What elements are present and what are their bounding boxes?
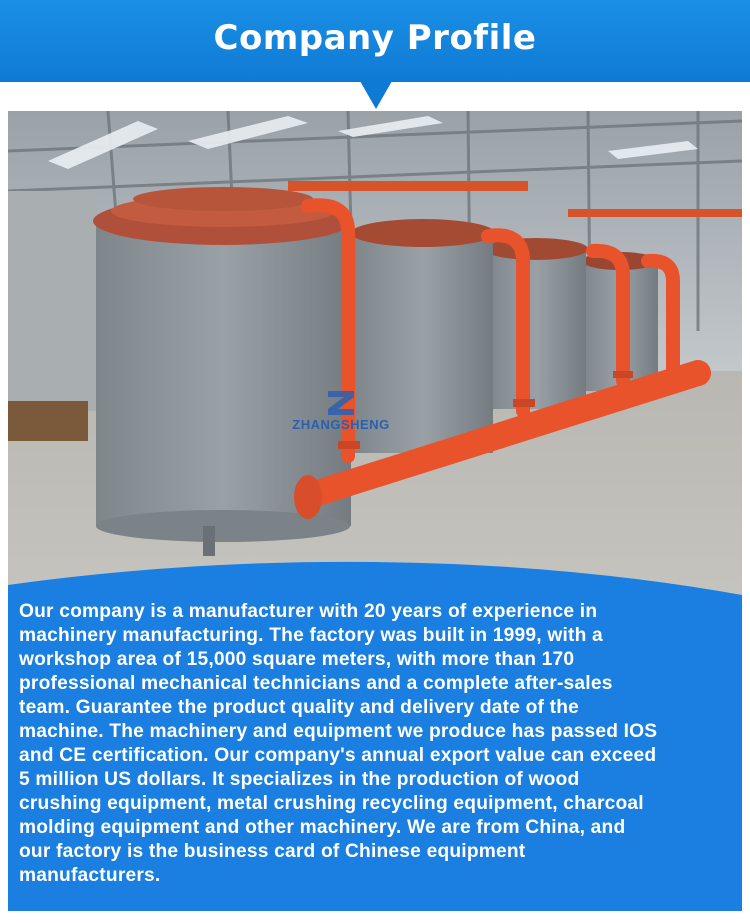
description-line: Our company is a manufacturer with 20 years of experience in: [19, 601, 598, 622]
brand-watermark-text: ZHANGSHENG: [292, 417, 390, 432]
tank-3: [484, 238, 588, 409]
description-line: professional mechanical technicians and a complete after-sales: [19, 673, 613, 694]
brand-logo-icon: [326, 389, 356, 417]
description-line: crushing equipment, metal crushing recycling equipment, charcoal: [19, 793, 644, 814]
description-line: machine. The machinery and equipment we produce has passed IOS: [19, 721, 658, 742]
brand-watermark: [276, 389, 406, 432]
description-line: machinery manufacturing. The factory was built in 1999, with a: [19, 625, 603, 646]
page-title: Company Profile: [213, 18, 537, 58]
description-line: molding equipment and other machinery. We are from China, and: [19, 817, 626, 838]
description-line: manufacturers.: [19, 865, 161, 886]
description-line: workshop area of 15,000 square meters, with more than 170: [19, 649, 575, 670]
description-line: team. Guarantee the product quality and delivery date of the: [19, 697, 580, 718]
description-line: our factory is the business card of Chinese equipment: [19, 841, 526, 862]
company-description: [19, 600, 739, 888]
description-line: and CE certification. Our company's annual export value can exceed: [19, 745, 657, 766]
description-line: 5 million US dollars. It specializes in the production of wood: [19, 769, 580, 790]
header-banner: [0, 0, 750, 82]
header-pointer: [360, 81, 392, 109]
